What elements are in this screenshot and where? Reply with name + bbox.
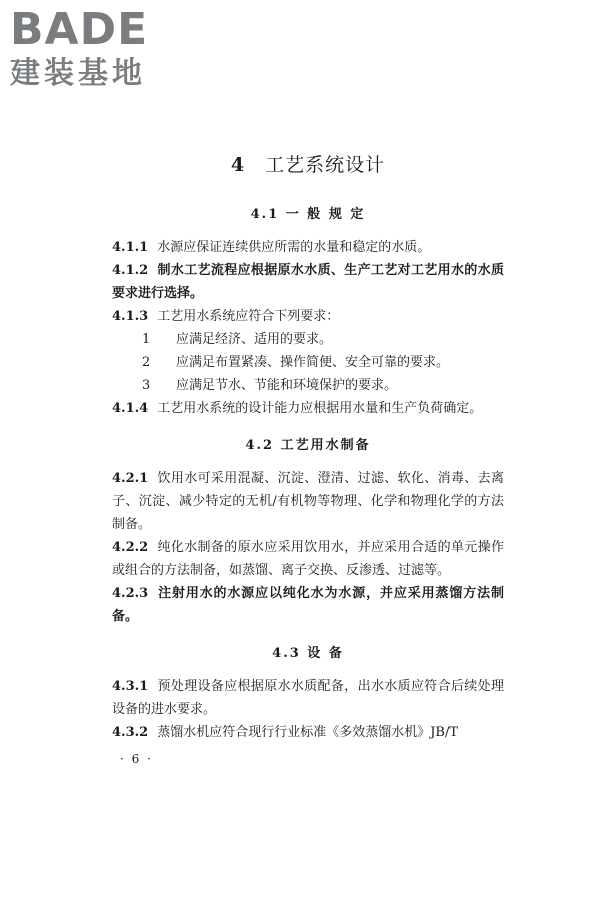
chapter-title-text: 工艺系统设计	[265, 154, 386, 176]
logo-subtitle: 建装基地	[10, 56, 146, 91]
section-heading: 4.2 工艺用水制备	[245, 438, 371, 453]
clause	[112, 582, 504, 628]
clause	[112, 721, 504, 744]
clause-number: 4.2.2	[112, 540, 149, 555]
list-item	[112, 328, 504, 351]
clause	[112, 397, 504, 420]
clause-text: 注射用水的水源应以纯化水为水源，并应采用蒸馏方法制备。	[112, 586, 504, 624]
clause	[112, 675, 504, 721]
clause-text: 预处理设备应根据原水水质配备，出水水质应符合后续处理设备的进水要求。	[112, 679, 504, 717]
clause-number: 4.3.1	[112, 679, 149, 694]
clause	[112, 536, 504, 582]
clause-text: 工艺用水系统应符合下列要求：	[157, 309, 340, 324]
clause-text: 制水工艺流程应根据原水水质、生产工艺对工艺用水的水质要求进行选择。	[112, 263, 504, 301]
clause-text: 饮用水可采用混凝、沉淀、澄清、过滤、软化、消毒、去离子、沉淀、减少特定的无机/有机物等物理、化学和物理化学的方法制备。	[112, 471, 504, 532]
chapter-title	[112, 150, 504, 177]
section-heading: 4.1 一 般 规 定	[250, 207, 366, 222]
clause-text: 水源应保证连续供应所需的水量和稳定的水质。	[157, 240, 431, 255]
clause-number: 4.1.1	[112, 240, 149, 255]
item-number: 1	[142, 332, 151, 347]
clause-number: 4.3.2	[112, 725, 149, 740]
clause-text: 纯化水制备的原水应采用饮用水，并应采用合适的单元操作或组合的方法制备，如蒸馏、离子交换、反渗透、过滤等。	[112, 540, 504, 578]
document-page	[112, 150, 504, 744]
page-number: · 6 ·	[120, 752, 153, 766]
list-item	[112, 351, 504, 374]
clause	[112, 236, 504, 259]
clause-text: 工艺用水系统的设计能力应根据用水量和生产负荷确定。	[157, 401, 483, 416]
spacer	[112, 628, 504, 642]
clause-text: 蒸馏水机应符合现行行业标准《多效蒸馏水机》JB/T	[157, 725, 459, 740]
item-number: 3	[142, 378, 151, 393]
chapter-number: 4	[230, 154, 246, 176]
clause-number: 4.2.1	[112, 471, 149, 486]
item-text: 应满足节水、节能和环境保护的要求。	[176, 378, 398, 393]
clause-number: 4.1.4	[112, 401, 149, 416]
spacer	[112, 420, 504, 434]
clause	[112, 259, 504, 305]
bade-logo	[10, 6, 175, 92]
clause	[112, 467, 504, 536]
item-text: 应满足布置紧凑、操作简便、安全可靠的要求。	[176, 355, 450, 370]
list-item	[112, 374, 504, 397]
clause-number: 4.1.3	[112, 309, 149, 324]
logo-title: BADE	[10, 4, 149, 55]
section-heading: 4.3 设 备	[272, 646, 344, 661]
clause-number: 4.2.3	[112, 586, 149, 601]
clause	[112, 305, 504, 328]
clause-number: 4.1.2	[112, 263, 149, 278]
item-number: 2	[142, 355, 151, 370]
item-text: 应满足经济、适用的要求。	[176, 332, 333, 347]
